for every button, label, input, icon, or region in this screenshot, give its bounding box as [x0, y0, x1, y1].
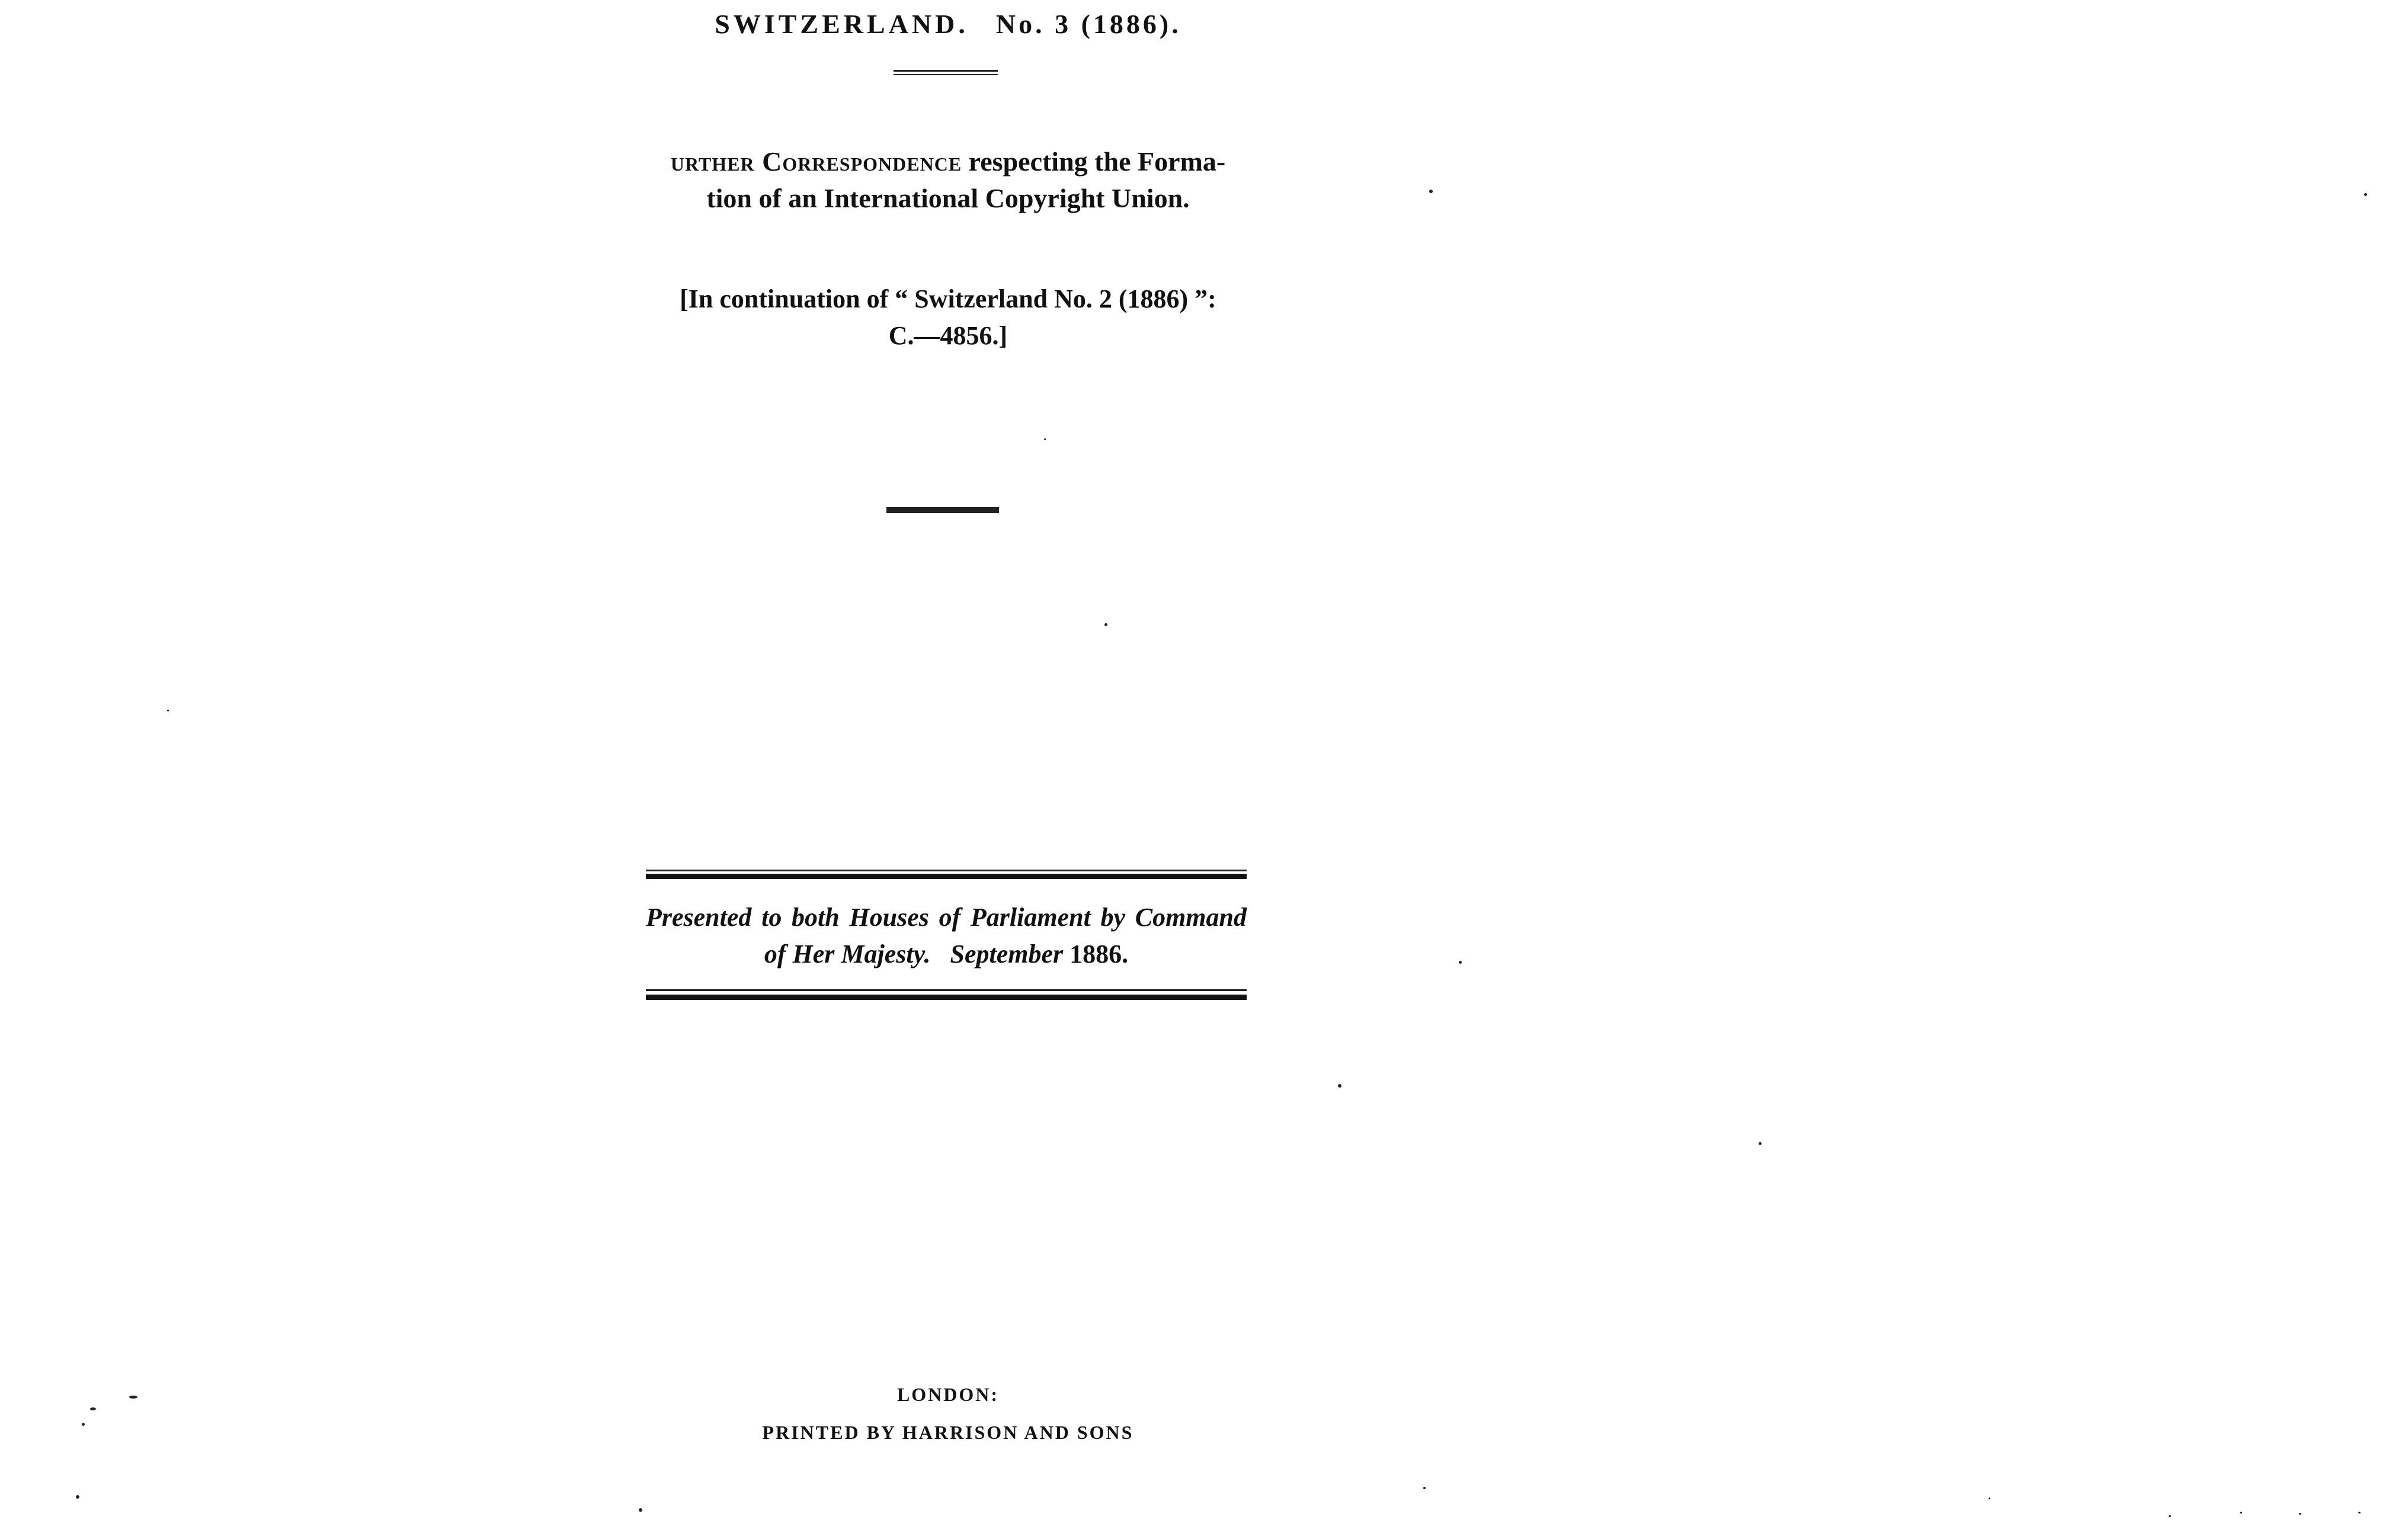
scan-speck	[82, 1423, 85, 1426]
scan-speck	[1759, 1142, 1762, 1145]
bottom-double-rule	[646, 989, 1247, 1002]
scan-speck	[2358, 1512, 2361, 1513]
title-rest: respecting the Forma-	[962, 146, 1226, 177]
scan-speck	[1423, 1487, 1426, 1489]
continuation-line-1: [In continuation of “ Switzerland No. 2 (1886) ”:	[680, 284, 1216, 313]
continuation-note	[652, 281, 1244, 354]
command-paper-number: C.—4856.]	[888, 321, 1008, 350]
scan-speck	[90, 1407, 96, 1410]
scan-speck	[76, 1495, 79, 1499]
scan-speck	[2299, 1513, 2301, 1515]
header-rule-lower	[894, 74, 998, 75]
section-rule	[886, 507, 999, 513]
scan-speck	[1429, 190, 1433, 193]
scan-speck	[1044, 438, 1046, 440]
scan-speck	[2169, 1515, 2171, 1517]
title-line-2: tion of an International Copyright Union.	[706, 183, 1190, 213]
series-name: SWITZERLAND.	[715, 9, 969, 39]
scan-speck	[1988, 1497, 1990, 1499]
presentation-text: Presented to both Houses of Parliament by Command of Her Majesty.	[646, 903, 1247, 969]
scan-speck	[1104, 623, 1107, 626]
series-number: No. 3 (1886).	[995, 9, 1181, 39]
scan-speck	[1338, 1084, 1341, 1088]
scan-speck	[167, 710, 169, 711]
scan-speck	[129, 1396, 137, 1399]
imprint	[652, 1375, 1244, 1451]
presentation-statement	[646, 881, 1247, 989]
scan-speck	[2364, 193, 2367, 196]
presentation-year: 1886.	[1069, 939, 1129, 969]
title-lead: urther Correspondence	[670, 146, 962, 177]
imprint-printer: PRINTED BY HARRISON AND SONS	[762, 1422, 1134, 1443]
series-header	[640, 8, 1256, 40]
scan-speck	[2240, 1512, 2242, 1513]
scan-speck	[639, 1508, 642, 1512]
document-title	[652, 143, 1244, 217]
scan-speck	[1459, 961, 1462, 964]
top-double-rule	[646, 868, 1247, 881]
imprint-place: LONDON:	[896, 1384, 1000, 1405]
presentation-block	[646, 868, 1247, 1002]
header-rule	[894, 70, 998, 72]
presentation-month: September	[950, 939, 1064, 969]
